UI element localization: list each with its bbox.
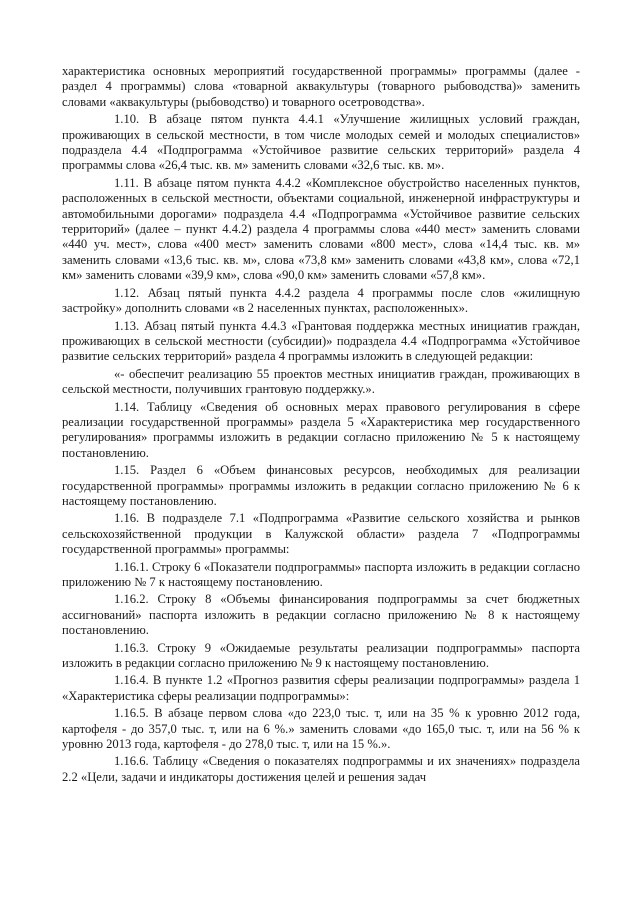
paragraph-1-16-3: 1.16.3. Строку 9 «Ожидаемые результаты реализации подпрограммы» паспорта изложить в редакции согласно приложению № 9 к настоящему постановлению. [62, 640, 580, 671]
paragraph-1-15: 1.15. Раздел 6 «Объем финансовых ресурсов, необходимых для реализации государственной программы» программы изложить в редакции согласно приложению № 6 к настоящему постановлению. [62, 463, 580, 508]
paragraph-1-12: 1.12. Абзац пятый пункта 4.4.2 раздела 4 программы после слов «жилищную застройку» дополнить словами «в 2 населенных пунктах, расположенных». [62, 285, 580, 316]
paragraph-1-16-6: 1.16.6. Таблицу «Сведения о показателях подпрограммы и их значениях» подраздела 2.2 «Цели, задачи и индикаторы достижения целей и решения задач [62, 754, 580, 784]
paragraph-quote: «- обеспечит реализацию 55 проектов местных инициатив граждан, проживающих в сельской местности, получивших грантовую поддержку.». [62, 366, 580, 397]
paragraph-1-16-5: 1.16.5. В абзаце первом слова «до 223,0 тыс. т, или на 35 % к уровню 2012 года, картофеля - до 357,0 тыс. т, или на 6 %.» заменить словами «до 165,0 тыс. т, или на 56 % к уровню 2013 года, картофеля - до 278,0 тыс. т, или на 15 %.». [62, 706, 580, 752]
paragraph-1-16: 1.16. В подразделе 7.1 «Подпрограмма «Развитие сельского хозяйства и рынков сельскохозяйственной продукции в Калужской области» раздела 7 «Подпрограммы государственной программы» программы: [62, 511, 580, 557]
paragraph-1-10: 1.10. В абзаце пятом пункта 4.4.1 «Улучшение жилищных условий граждан, проживающих в сельской местности, в том числе молодых семей и молодых специалистов» подраздела 4.4 «Подпрограмма «Устойчивое развитие сельских территорий» раздела 4 программы слова «26,4 тыс. кв. м» заменить словами «32,6 тыс. кв. м». [62, 112, 580, 173]
paragraph-1-16-4: 1.16.4. В пункте 1.2 «Прогноз развития сферы реализации подпрограммы» раздела 1 «Характеристика сферы реализации подпрограммы»: [62, 673, 580, 703]
document-page [62, 64, 580, 787]
paragraph-continuation: характеристика основных мероприятий государственной программы» программы (далее - раздел 4 программы) слова «товарной аквакультуры (товарного рыбоводства)» заменить словами «аквакультуры (рыбоводство) и товарного осетроводства». [62, 64, 580, 109]
paragraph-1-16-2: 1.16.2. Строку 8 «Объемы финансирования подпрограммы за счет бюджетных ассигнований» паспорта изложить в редакции согласно приложению № 8 к настоящему постановлению. [62, 592, 580, 638]
paragraph-1-11: 1.11. В абзаце пятом пункта 4.4.2 «Комплексное обустройство населенных пунктов, расположенных в сельской местности, объектами социальной, инженерной инфраструктуры и автомобильными дорогами» подраздела 4.4 «Подпрограмма «Устойчивое развитие сельских территорий» (далее – пункт 4.4.2) раздела 4 программы слова «440 мест» заменить словами «440 уч. мест», слова «400 мест» заменить словами «800 мест», слова «14,4 тыс. кв. м» заменить словами «13,6 тыс. кв. м», слова «73,8 км» заменить словами «43,8 км», слова «72,1 км» заменить словами «39,9 км», слова «90,0 км» заменить словами «57,8 км». [62, 175, 580, 283]
paragraph-1-13: 1.13. Абзац пятый пункта 4.4.3 «Грантовая поддержка местных инициатив граждан, проживающих в сельской местности (субсидии)» подраздела 4.4 «Подпрограмма «Устойчивое развитие сельских территорий» раздела 4 программы изложить в следующей редакции: [62, 318, 580, 364]
paragraph-1-14: 1.14. Таблицу «Сведения об основных мерах правового регулирования в сфере реализации государственной программы» раздела 5 «Характеристика мер государственного регулирования» программы изложить в редакции согласно приложению № 5 к настоящему постановлению. [62, 399, 580, 460]
paragraph-1-16-1: 1.16.1. Строку 6 «Показатели подпрограммы» паспорта изложить в редакции согласно приложению № 7 к настоящему постановлению. [62, 559, 580, 589]
